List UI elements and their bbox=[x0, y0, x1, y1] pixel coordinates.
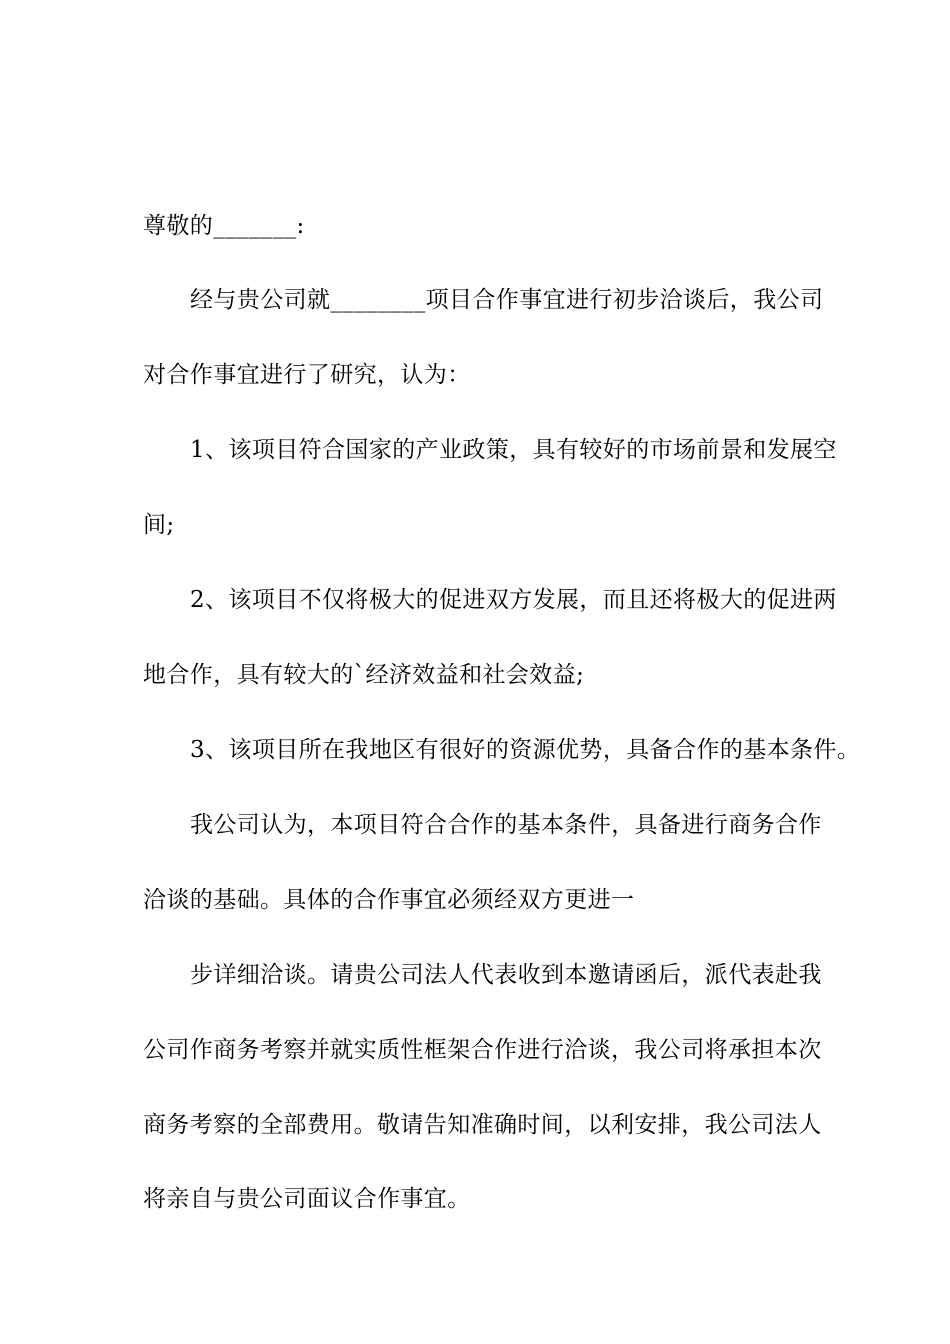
paragraph-5-line-1: 我公司认为，本项目符合合作的基本条件，具备进行商务合作 bbox=[190, 812, 822, 838]
paragraph-1-line-1: 经与贵公司就________项目合作事宜进行初步洽谈后，我公司 bbox=[190, 287, 824, 313]
paragraph-4-line-1: 3、该项目所在我地区有很好的资源优势，具备合作的基本条件。 bbox=[190, 737, 861, 763]
salutation: 尊敬的_______: bbox=[143, 213, 305, 239]
paragraph-6-line-3: 商务考察的全部费用。敬请告知准确时间，以利安排，我公司法人 bbox=[143, 1112, 822, 1138]
paragraph-6-line-4: 将亲自与贵公司面议合作事宜。 bbox=[143, 1186, 471, 1212]
paragraph-3-line-2: 地合作，具有较大的`经济效益和社会效益; bbox=[143, 662, 585, 688]
paragraph-1-line-2: 对合作事宜进行了研究，认为： bbox=[143, 362, 471, 388]
paragraph-3-line-1: 2、该项目不仅将极大的促进双方发展，而且还将极大的促进两 bbox=[190, 587, 837, 613]
paragraph-6-line-2: 公司作商务考察并就实质性框架合作进行洽谈，我公司将承担本次 bbox=[143, 1037, 822, 1063]
paragraph-2-line-1: 1、该项目符合国家的产业政策，具有较好的市场前景和发展空 bbox=[190, 437, 837, 463]
paragraph-6-line-1: 步详细洽谈。请贵公司法人代表收到本邀请函后，派代表赴我 bbox=[190, 962, 822, 988]
paragraph-5-line-2: 洽谈的基础。具体的合作事宜必须经双方更进一 bbox=[143, 887, 635, 913]
paragraph-2-line-2: 间; bbox=[143, 512, 175, 538]
